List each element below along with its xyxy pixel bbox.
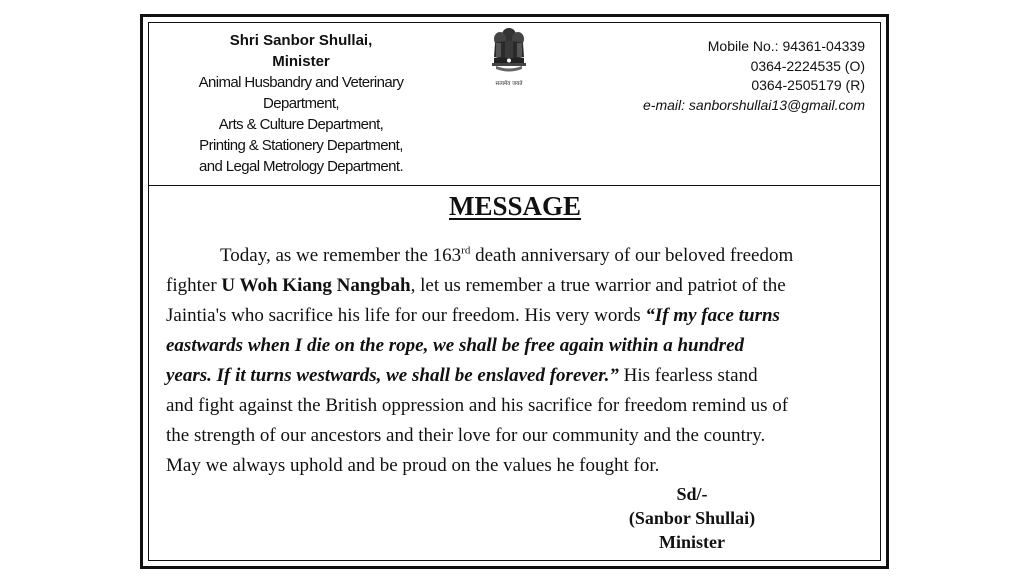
mobile-number: Mobile No.: 94361-04339	[707, 38, 865, 54]
signature-block	[597, 482, 787, 554]
message-text: Today, as we remember the 163	[220, 245, 462, 266]
message-line	[166, 361, 866, 391]
message-text: death anniversary of our beloved freedom	[470, 245, 794, 266]
department-line: and Legal Metrology Department.	[198, 158, 404, 175]
minister-info	[170, 30, 432, 177]
header-divider	[148, 185, 881, 186]
message-line	[166, 271, 866, 301]
minister-name: Shri Sanbor Shullai,	[229, 32, 373, 49]
quote-text: eastwards when I die on the rope, we shall be free again within a hundred	[166, 335, 744, 356]
message-text: fighter	[166, 275, 222, 296]
message-line	[166, 421, 866, 451]
message-body	[166, 241, 866, 481]
department-line: Department,	[263, 95, 339, 112]
message-line	[166, 391, 866, 421]
message-text: the strength of our ancestors and their love for our community and the country.	[166, 425, 766, 446]
contact-info	[600, 37, 865, 115]
message-text: and fight against the British oppression and his sacrifice for freedom remind us of	[166, 395, 789, 416]
message-text: May we always uphold and be proud on the values he fought for.	[166, 455, 660, 476]
message-line	[166, 451, 866, 481]
department-line: Arts & Culture Department,	[218, 116, 384, 133]
department-line: Animal Husbandry and Veterinary	[198, 74, 404, 91]
signature-sd: Sd/-	[676, 484, 708, 504]
minister-title: Minister	[272, 53, 330, 70]
message-text: His fearless stand	[618, 365, 758, 386]
quote-text: “If my face turns	[645, 305, 780, 326]
email-address: e-mail: sanborshullai13@gmail.com	[643, 96, 865, 113]
message-title: MESSAGE	[448, 191, 582, 221]
signatory-name: (Sanbor Shullai)	[628, 508, 756, 528]
emblem-caption: सत्यमेव जयते	[495, 81, 523, 87]
message-line	[166, 301, 866, 331]
message-text: , let us remember a true warrior and patriot of the	[410, 275, 786, 296]
signatory-designation: Minister	[659, 532, 725, 552]
hero-name: U Woh Kiang Nangbah	[221, 275, 411, 296]
message-text: Jaintia's who sacrifice his life for our freedom. His very words	[166, 305, 646, 326]
national-emblem-icon	[486, 25, 532, 95]
residence-phone: 0364-2505179 (R)	[751, 77, 865, 93]
message-line	[166, 241, 866, 271]
message-text: rd	[461, 244, 471, 257]
message-line	[166, 331, 866, 361]
department-line: Printing & Stationery Department,	[199, 137, 403, 154]
office-phone: 0364-2224535 (O)	[750, 57, 865, 74]
quote-text: years. If it turns westwards, we shall be enslaved forever.”	[166, 365, 619, 386]
